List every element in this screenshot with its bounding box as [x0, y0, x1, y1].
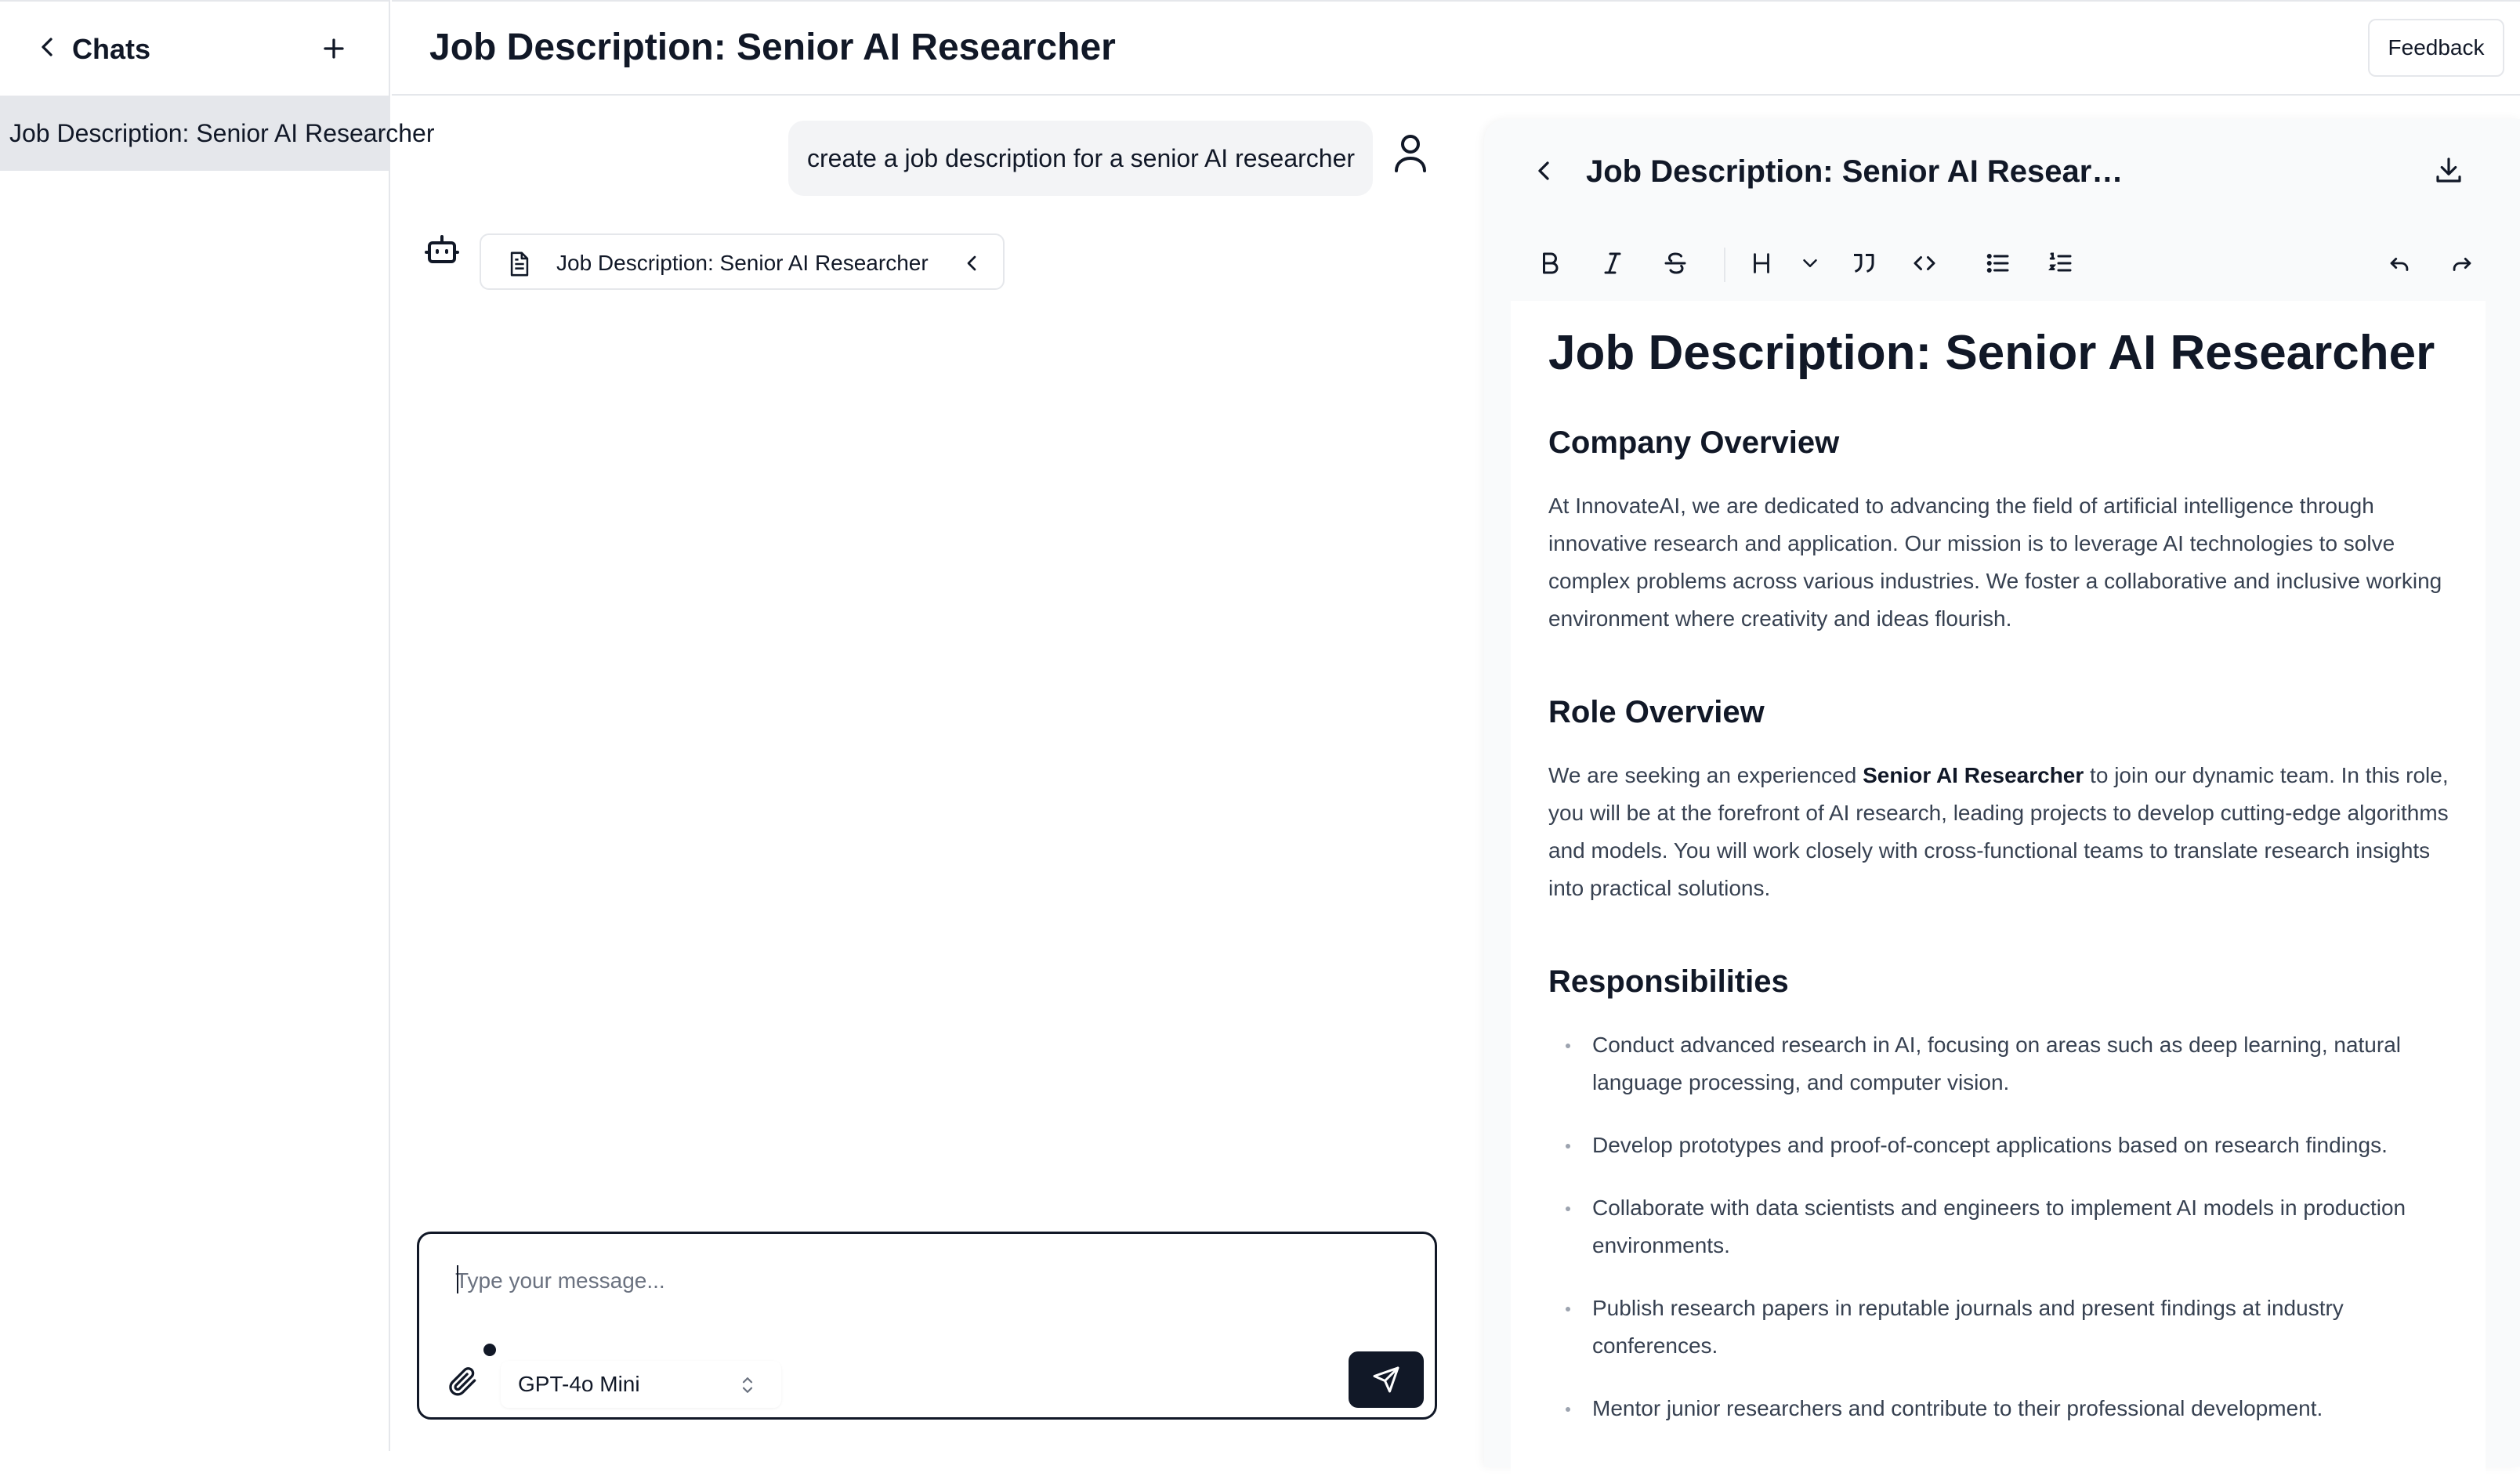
- document-title: Job Description: Senior AI Researcher: [1548, 326, 2435, 380]
- collapse-sidebar-button[interactable]: [31, 31, 63, 63]
- role-text-after: to join our dynamic team. In this role, you will be at the forefront of AI research, leading projects to develop cutting-edge algorithms and models. You will work closely with cross-functional teams to translate research insights into practical solutions.: [1548, 763, 2449, 900]
- responsibilities-heading: Responsibilities: [1548, 964, 1789, 999]
- strikethrough-button[interactable]: [1660, 248, 1691, 279]
- new-chat-button[interactable]: [317, 31, 351, 66]
- user-message-text: create a job description for a senior AI researcher: [807, 144, 1356, 172]
- redo-icon: [2449, 250, 2475, 277]
- model-select[interactable]: [501, 1361, 781, 1408]
- status-dot: [483, 1344, 496, 1356]
- toolbar-divider: [1724, 248, 1725, 282]
- artifact-chip[interactable]: [480, 233, 1005, 290]
- user-icon: [1392, 132, 1429, 172]
- quote-icon: [1849, 249, 1877, 277]
- feedback-button[interactable]: Feedback: [2368, 19, 2504, 77]
- bullet-list-icon: [1984, 249, 2012, 277]
- quote-button[interactable]: [1848, 248, 1879, 279]
- editor-toolbar: [1511, 226, 2486, 301]
- heading-dropdown-button[interactable]: [1794, 248, 1826, 279]
- code-icon: [1910, 249, 1939, 277]
- heading-icon: [1748, 250, 1775, 277]
- chevron-left-icon: [31, 31, 63, 63]
- list-item: Develop prototypes and proof-of-concept applications based on research findings.: [1548, 1127, 2457, 1164]
- model-select-value: GPT-4o Mini: [518, 1372, 640, 1396]
- ordered-list-button[interactable]: [2045, 248, 2076, 279]
- attach-file-button[interactable]: [446, 1364, 480, 1398]
- list-item: Mentor junior researchers and contribute to their professional development.: [1548, 1390, 2457, 1427]
- bold-button[interactable]: [1534, 248, 1566, 279]
- chevron-down-icon: [1798, 251, 1822, 275]
- chevron-left-icon: [959, 251, 984, 276]
- list-item: Publish research papers in reputable journals and present findings at industry conferences.: [1548, 1290, 2457, 1365]
- user-avatar: [1392, 132, 1429, 172]
- list-item: Collaborate with data scientists and engineers to implement AI models in production environments.: [1548, 1189, 2457, 1264]
- role-text-bold: Senior AI Researcher: [1863, 763, 2084, 787]
- sidebar-chat-item-label: Job Description: Senior AI Researcher: [9, 119, 435, 147]
- page-title: Job Description: Senior AI Researcher: [429, 27, 1116, 68]
- company-overview-text: At InnovateAI, we are dedicated to advancing the field of artificial intelligence through innovative research and application. Our mission is to leverage AI technologies to solve complex problems across various industries. We foster a collaborative and inclusive working environment where creativity and ideas flourish.: [1548, 494, 2442, 631]
- bot-icon: [423, 232, 461, 270]
- italic-button[interactable]: [1597, 248, 1628, 279]
- send-icon: [1372, 1366, 1400, 1394]
- sidebar: [0, 0, 435, 1451]
- heading-button[interactable]: [1746, 248, 1777, 279]
- top-header: [392, 0, 2520, 96]
- bold-icon: [1536, 249, 1564, 277]
- paperclip-icon: [446, 1364, 480, 1398]
- code-button[interactable]: [1909, 248, 1940, 279]
- sidebar-chat-item[interactable]: [0, 96, 435, 171]
- document-editor[interactable]: [1511, 301, 2486, 1476]
- bullet-list-button[interactable]: [1982, 248, 2014, 279]
- panel-title: Job Description: Senior AI Resear…: [1586, 154, 2124, 189]
- message-composer: [417, 1232, 1437, 1420]
- strikethrough-icon: [1661, 249, 1689, 277]
- ordered-list-icon: [2047, 249, 2075, 277]
- sidebar-title: Chats: [72, 33, 151, 65]
- sidebar-header: [0, 2, 389, 94]
- assistant-avatar: [423, 232, 461, 270]
- chevron-up-down-icon: [736, 1372, 759, 1398]
- company-overview-heading: Company Overview: [1548, 425, 1840, 460]
- undo-button[interactable]: [2384, 248, 2415, 279]
- download-button[interactable]: [2432, 154, 2465, 186]
- redo-button[interactable]: [2446, 248, 2478, 279]
- undo-icon: [2386, 250, 2413, 277]
- plus-icon: [317, 31, 351, 66]
- message-input[interactable]: [455, 1262, 1396, 1300]
- responsibilities-list: [1548, 1026, 2457, 1452]
- user-message-bubble: [788, 121, 1373, 196]
- role-text-before: We are seeking an experienced: [1548, 763, 1863, 787]
- close-panel-button[interactable]: [1528, 155, 1559, 186]
- send-button[interactable]: [1349, 1351, 1424, 1408]
- text-caret: [457, 1265, 458, 1293]
- role-overview-text: [1548, 757, 2457, 907]
- download-icon: [2432, 154, 2465, 186]
- italic-icon: [1599, 249, 1627, 277]
- role-overview-heading: Role Overview: [1548, 695, 1765, 729]
- chevron-left-icon: [1528, 155, 1559, 186]
- artifact-chip-label: Job Description: Senior AI Researcher: [556, 251, 929, 275]
- artifact-panel: [1484, 119, 2520, 1467]
- document-icon: [508, 251, 531, 277]
- list-item: Conduct advanced research in AI, focusing on areas such as deep learning, natural language processing, and computer vision.: [1548, 1026, 2457, 1102]
